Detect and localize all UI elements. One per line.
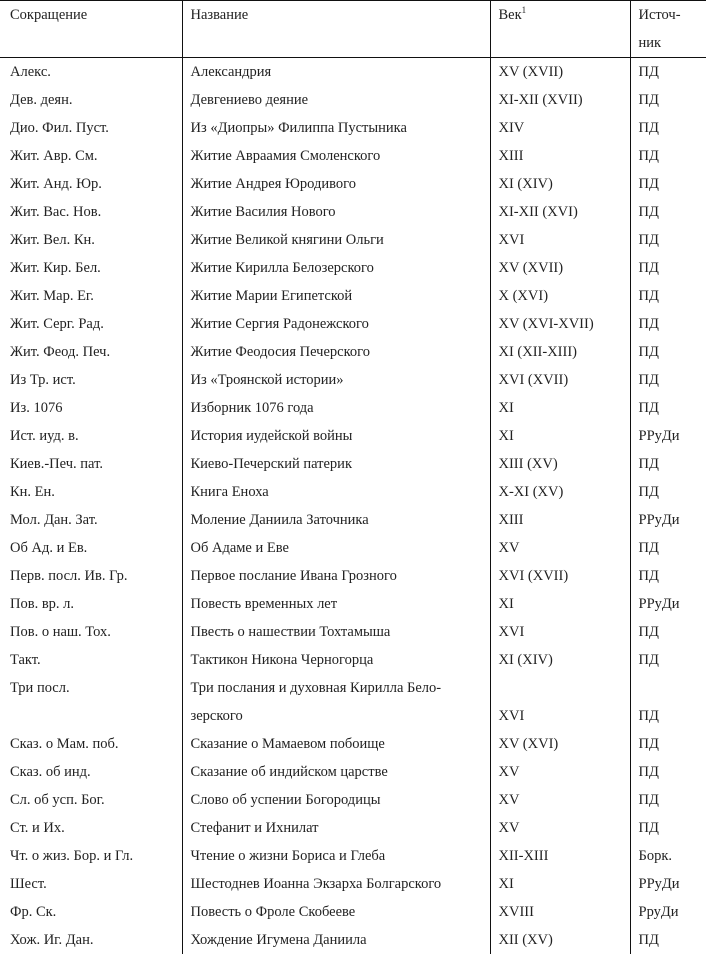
source-cell: ПД — [630, 394, 706, 422]
abbreviation-cell: Жит. Вас. Нов. — [10, 204, 102, 220]
table-row — [0, 366, 706, 394]
century-cell: XV — [490, 786, 630, 814]
title-cell: Три послания и духовная Кирилла Бело- — [182, 674, 490, 702]
title-cell: Повесть временных лет — [182, 590, 490, 618]
title-cell: зерского — [182, 702, 490, 730]
table-row — [0, 730, 706, 758]
table-row — [0, 814, 706, 842]
header-title-cont — [182, 29, 490, 58]
abbreviation-cell: Жит. Серг. Рад. — [10, 316, 104, 332]
table-row — [0, 338, 706, 366]
table-row — [0, 898, 706, 926]
abbreviation-cell: Жит. Кир. Бел. — [10, 260, 101, 276]
abbreviation-cell: Три посл. — [10, 680, 70, 696]
header-row — [0, 1, 706, 30]
table-row — [0, 758, 706, 786]
century-cell: XV — [490, 534, 630, 562]
header-source: Источ- — [630, 1, 706, 30]
table-row — [0, 562, 706, 590]
century-cell: XVI (XVII) — [490, 366, 630, 394]
source-cell: ПД — [630, 926, 706, 954]
source-cell: ПД — [630, 142, 706, 170]
abbreviation-cell: Из Тр. ист. — [10, 372, 76, 388]
title-cell: Житие Андрея Юродивого — [182, 170, 490, 198]
century-cell: XVIII — [490, 898, 630, 926]
abbreviation-cell: Кн. Ен. — [10, 484, 55, 500]
source-cell: РРуДи — [630, 506, 706, 534]
century-cell: XV (XVI) — [490, 730, 630, 758]
title-cell: Девгениево деяние — [182, 86, 490, 114]
title-cell: Житие Василия Нового — [182, 198, 490, 226]
source-cell: ПД — [630, 534, 706, 562]
abbreviation-cell: Сказ. об инд. — [10, 764, 91, 780]
table-row — [0, 702, 706, 730]
century-cell: XV — [490, 758, 630, 786]
abbreviation-cell: Киев.-Печ. пат. — [10, 456, 103, 472]
source-cell: РРуДи — [630, 422, 706, 450]
century-cell: XII (XV) — [490, 926, 630, 954]
title-cell: Житие Кирилла Белозерского — [182, 254, 490, 282]
source-cell: ПД — [630, 338, 706, 366]
title-cell: Сказание об индийском царстве — [182, 758, 490, 786]
table-row — [0, 142, 706, 170]
source-cell: ПД — [630, 646, 706, 674]
title-cell: Хождение Игумена Даниила — [182, 926, 490, 954]
header-source-cont: ник — [630, 29, 706, 58]
table-row — [0, 870, 706, 898]
source-cell: ПД — [630, 58, 706, 87]
century-cell: XI — [490, 590, 630, 618]
abbreviation-cell: Хож. Иг. Дан. — [10, 932, 94, 948]
abbreviation-cell: Жит. Авр. См. — [10, 148, 98, 164]
abbreviation-cell: Жит. Феод. Печ. — [10, 344, 111, 360]
abbreviation-cell: Чт. о жиз. Бор. и Гл. — [10, 848, 134, 864]
abbreviation-cell: Ст. и Их. — [10, 820, 65, 836]
century-cell: XI-XII (XVII) — [490, 86, 630, 114]
header-century-label: Век — [498, 7, 522, 23]
abbreviation-cell — [0, 702, 182, 730]
century-cell: XIII — [490, 142, 630, 170]
source-cell: Борк. — [630, 842, 706, 870]
abbreviation-cell: Дев. деян. — [10, 92, 73, 108]
table-row — [0, 58, 706, 87]
abbreviation-cell: Фр. Ск. — [10, 904, 57, 920]
century-cell: XV (XVI-XVII) — [490, 310, 630, 338]
source-cell — [630, 674, 706, 702]
source-cell: РРуДи — [630, 590, 706, 618]
table-row — [0, 926, 706, 954]
source-cell: ПД — [630, 226, 706, 254]
title-cell: Пвесть о нашествии Тохтамыша — [182, 618, 490, 646]
table-body — [0, 58, 706, 955]
century-cell: XI — [490, 422, 630, 450]
century-cell: XII-XIII — [490, 842, 630, 870]
header-row-continuation — [0, 29, 706, 58]
abbreviation-cell: Алекс. — [10, 64, 51, 80]
abbreviation-cell: Пов. вр. л. — [10, 596, 75, 612]
abbreviation-cell: Такт. — [10, 652, 41, 668]
table-row — [0, 534, 706, 562]
source-cell: ПД — [630, 170, 706, 198]
header-title: Название — [182, 1, 490, 30]
source-cell: ПД — [630, 310, 706, 338]
table-row — [0, 590, 706, 618]
table-row — [0, 646, 706, 674]
abbreviation-cell: Ист. иуд. в. — [10, 428, 79, 444]
century-cell: XI (XIV) — [490, 646, 630, 674]
century-cell: XIII — [490, 506, 630, 534]
table-row — [0, 506, 706, 534]
title-cell: Из «Троянской истории» — [182, 366, 490, 394]
table-row — [0, 282, 706, 310]
source-cell: РруДи — [630, 898, 706, 926]
century-cell: XI (XIV) — [490, 170, 630, 198]
source-cell: ПД — [630, 86, 706, 114]
century-cell: XVI — [490, 618, 630, 646]
title-cell: Житие Сергия Радонежского — [182, 310, 490, 338]
title-cell: Житие Марии Египетской — [182, 282, 490, 310]
title-cell: Сказание о Мамаевом побоище — [182, 730, 490, 758]
abbreviation-cell: Перв. посл. Ив. Гр. — [10, 568, 128, 584]
century-cell: XVI (XVII) — [490, 562, 630, 590]
title-cell: Первое послание Ивана Грозного — [182, 562, 490, 590]
table-row — [0, 478, 706, 506]
title-cell: Чтение о жизни Бориса и Глеба — [182, 842, 490, 870]
century-cell: XI (XII-XIII) — [490, 338, 630, 366]
century-cell: X-XI (XV) — [490, 478, 630, 506]
table-row — [0, 198, 706, 226]
source-cell: ПД — [630, 786, 706, 814]
table-row — [0, 842, 706, 870]
source-cell: ПД — [630, 254, 706, 282]
title-cell: Книга Еноха — [182, 478, 490, 506]
table-row — [0, 170, 706, 198]
century-cell: X (XVI) — [490, 282, 630, 310]
table-row — [0, 422, 706, 450]
century-cell: XI-XII (XVI) — [490, 198, 630, 226]
table-row — [0, 674, 706, 702]
century-cell: XIV — [490, 114, 630, 142]
source-cell: ПД — [630, 366, 706, 394]
header-century — [490, 1, 630, 30]
abbreviation-cell: Мол. Дан. Зат. — [10, 512, 98, 528]
source-cell: ПД — [630, 618, 706, 646]
century-cell: XVI — [490, 702, 630, 730]
abbreviation-cell: Жит. Анд. Юр. — [10, 176, 102, 192]
table-row — [0, 86, 706, 114]
title-cell: Стефанит и Ихнилат — [182, 814, 490, 842]
title-cell: Александрия — [182, 58, 490, 87]
table-row — [0, 786, 706, 814]
century-cell: XI — [490, 394, 630, 422]
century-cell: XIII (XV) — [490, 450, 630, 478]
title-cell: Слово об успении Богородицы — [182, 786, 490, 814]
header-abbreviation: Сокращение — [0, 1, 182, 30]
table-row — [0, 226, 706, 254]
abbreviation-cell: Пов. о наш. Тох. — [10, 624, 111, 640]
title-cell: Житие Великой княгини Ольги — [182, 226, 490, 254]
title-cell: Изборник 1076 года — [182, 394, 490, 422]
century-cell: XV — [490, 814, 630, 842]
abbreviation-cell: Из. 1076 — [10, 400, 63, 416]
table-row — [0, 394, 706, 422]
source-cell: ПД — [630, 450, 706, 478]
abbreviation-cell: Сказ. о Мам. поб. — [10, 736, 119, 752]
footnote-marker: 1 — [521, 5, 527, 16]
source-cell: ПД — [630, 198, 706, 226]
title-cell: Шестоднев Иоанна Экзарха Болгарского — [182, 870, 490, 898]
title-cell: Житие Авраамия Смоленского — [182, 142, 490, 170]
century-cell — [490, 674, 630, 702]
title-cell: Киево-Печерский патерик — [182, 450, 490, 478]
header-century-cont — [490, 29, 630, 58]
century-cell: XI — [490, 870, 630, 898]
source-cell: РРуДи — [630, 870, 706, 898]
abbreviation-cell: Шест. — [10, 876, 47, 892]
abbreviation-cell: Жит. Вел. Кн. — [10, 232, 95, 248]
table-row — [0, 254, 706, 282]
century-cell: XVI — [490, 226, 630, 254]
century-cell: XV (XVII) — [490, 58, 630, 87]
abbreviation-cell: Дио. Фил. Пуст. — [10, 120, 109, 136]
title-cell: История иудейской войны — [182, 422, 490, 450]
header-abbreviation-cont — [0, 29, 182, 58]
source-cell: ПД — [630, 478, 706, 506]
table-row — [0, 114, 706, 142]
title-cell: Житие Феодосия Печерского — [182, 338, 490, 366]
abbreviation-cell: Об Ад. и Ев. — [10, 540, 88, 556]
abbreviation-cell: Сл. об усп. Бог. — [10, 792, 105, 808]
abbreviation-cell: Жит. Мар. Ег. — [10, 288, 94, 304]
table-row — [0, 618, 706, 646]
title-cell: Повесть о Фроле Скобееве — [182, 898, 490, 926]
source-cell: ПД — [630, 114, 706, 142]
source-cell: ПД — [630, 758, 706, 786]
source-cell: ПД — [630, 702, 706, 730]
title-cell: Из «Диопры» Филиппа Пустыника — [182, 114, 490, 142]
title-cell: Тактикон Никона Черногорца — [182, 646, 490, 674]
title-cell: Моление Даниила Заточника — [182, 506, 490, 534]
source-cell: ПД — [630, 814, 706, 842]
title-cell: Об Адаме и Еве — [182, 534, 490, 562]
table-row — [0, 310, 706, 338]
table-row — [0, 450, 706, 478]
source-cell: ПД — [630, 562, 706, 590]
source-cell: ПД — [630, 282, 706, 310]
source-cell: ПД — [630, 730, 706, 758]
century-cell: XV (XVII) — [490, 254, 630, 282]
